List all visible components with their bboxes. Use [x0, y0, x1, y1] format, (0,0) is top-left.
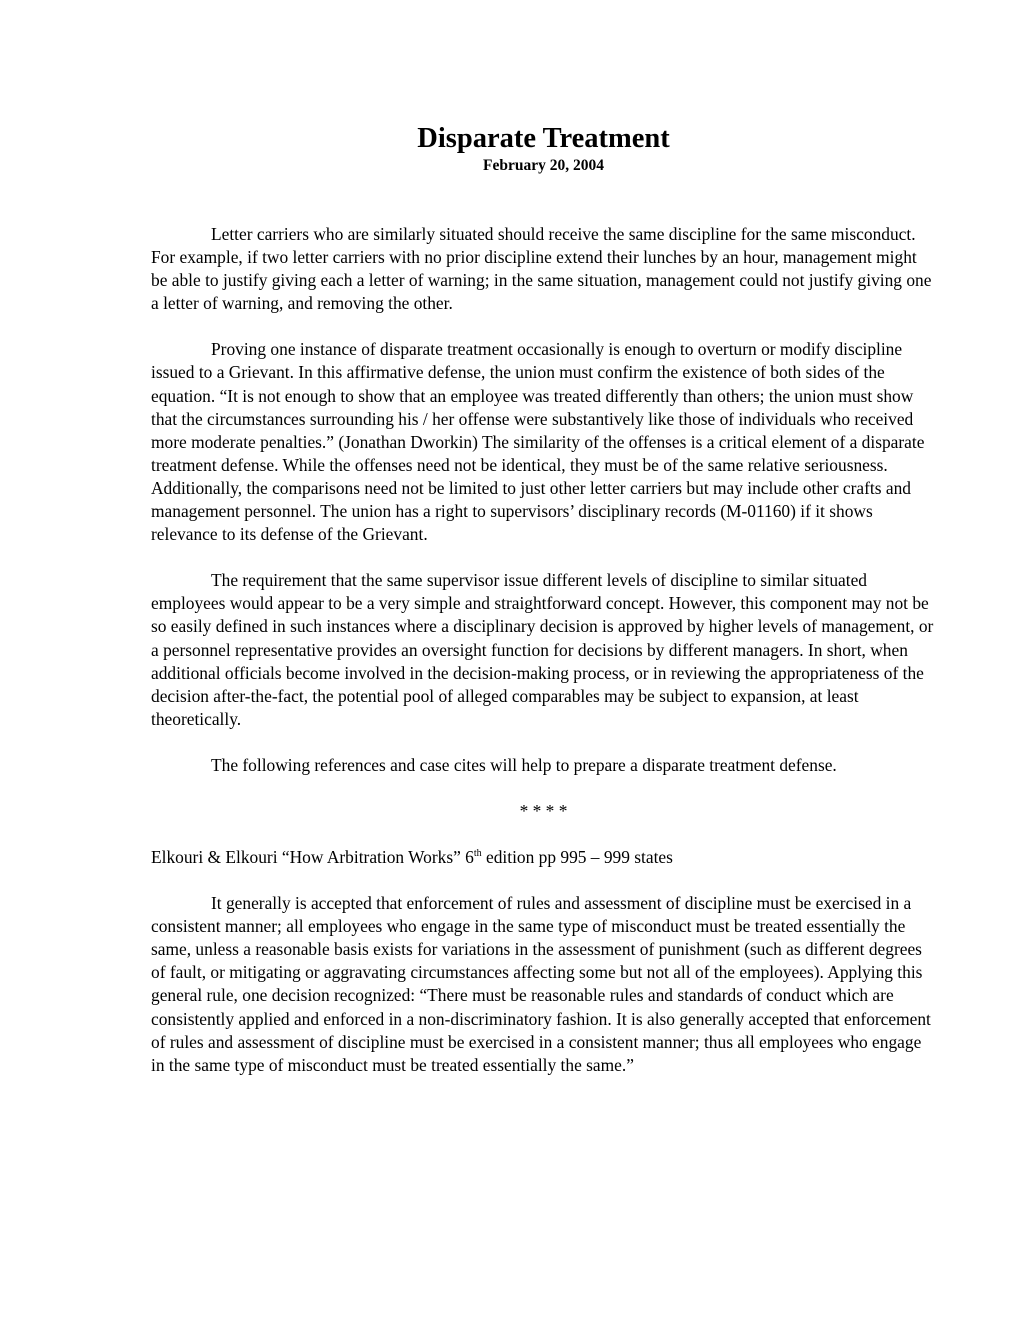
- paragraph-quoted-rule: It generally is accepted that enforcement of rules and assessment of discipline must be exercised in a consistent manner; all employees who engage in the same type of misconduct must be treated essentially the same, unless a reasonable basis exists for variations in the assessment of punishment (such as different degrees of fault, or mitigating or aggravating circumstances affecting some but not all of the employees). Applying this general rule, one decision recognized: “There must be reasonable rules and standards of conduct which are consistently applied and enforced in a non-discriminatory fashion. It is also generally accepted that enforcement of rules and assessment of discipline must be exercised in a consistent manner; thus all employees who engage in the same type of misconduct must be treated essentially the same.”: [151, 893, 931, 1075]
- paragraph-references-intro: The following references and case cites will help to prepare a disparate treatment defense.: [211, 754, 837, 775]
- document-title: Disparate Treatment: [417, 123, 670, 154]
- section-separator: * * * *: [519, 800, 568, 821]
- paragraph-same-supervisor-requirement: The requirement that the same supervisor issue different levels of discipline to similar situated employees would appear to be a very simple and straightforward concept. However, this component may not be so easily defined in such instances where a disciplinary decision is approved by higher levels of management, or a personnel representative provides an oversight function for decisions by different managers. In short, when additional officials become involved in the decision-making process, or in reviewing the appropriateness of the decision after-the-fact, the potential pool of alleged comparables may be subject to expansion, at least theoretically.: [151, 570, 934, 729]
- citation-text-end: edition pp 995 – 999 states: [481, 846, 673, 867]
- citation-line: [151, 846, 936, 869]
- citation-text: Elkouri & Elkouri “How Arbitration Works” 6: [151, 846, 474, 867]
- citation-superscript: th: [473, 848, 482, 860]
- document-page: [151, 122, 936, 1077]
- document-date: February 20, 2004: [483, 157, 604, 174]
- paragraph-proving-disparate-treatment: Proving one instance of disparate treatment occasionally is enough to overturn or modify discipline issued to a Grievant. In this affirmative defense, the union must confirm the existence of both sides of the equation. “It is not enough to show that an employee was treated differently than others; the union must show that the circumstances surrounding his / her offense were substantively like those of individuals who received more moderate penalties.” (Jonathan Dworkin) The similarity of the offenses is a critical element of a disparate treatment defense. While the offenses need not be identical, they must be of the same relative seriousness. Additionally, the comparisons need not be limited to just other letter carriers but may include other crafts and management personnel. The union has a right to supervisors’ disciplinary records (M-01160) if it shows relevance to its defense of the Grievant.: [151, 339, 925, 545]
- paragraph-similarly-situated: Letter carriers who are similarly situated should receive the same discipline for the same misconduct. For example, if two letter carriers with no prior discipline extend their lunches by an hour, management might be able to justify giving each a letter of warning; in the same situation, management could not justify giving one a letter of warning, and removing the other.: [151, 224, 932, 314]
